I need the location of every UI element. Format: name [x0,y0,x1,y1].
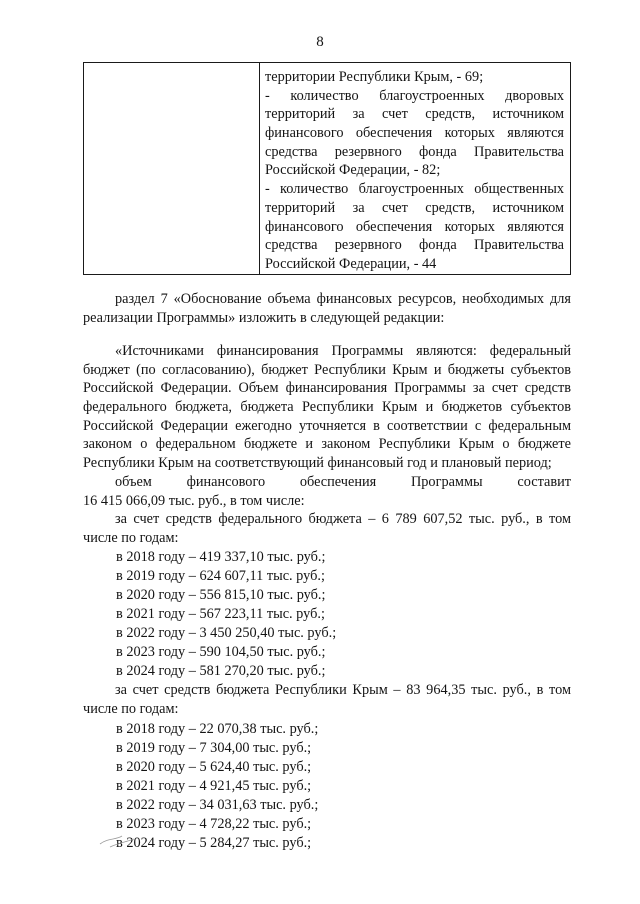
federal-year-2020: в 2020 году – 556 815,10 тыс. руб.; [116,587,326,603]
table-right-cell [260,63,571,275]
section-intro [83,290,571,327]
crimea-year-2020: в 2020 году – 5 624,40 тыс. руб.; [116,759,312,775]
federal-year-2018: в 2018 году – 419 337,10 тыс. руб.; [116,549,326,565]
federal-year-2023: в 2023 году – 590 104,50 тыс. руб.; [116,644,326,660]
text-line: Российской Федерации ежегодно уточняется в соответствии с федеральным [83,417,571,434]
table-line: территорий за счет средств, источником [265,199,564,216]
crimea-year-2023: в 2023 году – 4 728,22 тыс. руб.; [116,816,312,832]
table-line: Российской Федерации, - 82; [265,162,441,179]
text-line: числе по годам: [83,700,179,717]
table-line: финансового обеспечения которых являются [265,125,564,142]
table-left-cell [84,63,260,275]
crimea-budget-intro [83,681,571,718]
table-line: - количество благоустроенных общественных [265,181,564,198]
text-line: раздел 7 «Обоснование объема финансовых ресурсов, необходимых для [115,291,571,307]
table-line: территории Республики Крым, - 69; [265,69,484,85]
text-line: реализации Программы» изложить в следующей редакции: [83,309,445,326]
text-line: законом о федеральном бюджете и законом Республики Крым о бюджете [83,436,571,453]
text-line: бюджет (по согласованию), бюджет Республики Крым и бюджеты субъектов [83,361,571,378]
crimea-year-2022: в 2022 году – 34 031,63 тыс. руб.; [116,797,319,813]
continuation-table [83,62,571,275]
crimea-year-2024: в 2024 году – 5 284,27 тыс. руб.; [116,835,312,851]
table-line: Российской Федерации, - 44 [265,255,437,272]
total-amount-line: 16 415 066,09 тыс. руб., в том числе: [83,492,305,509]
federal-year-2019: в 2019 году – 624 607,11 тыс. руб.; [116,568,325,584]
table-line: финансового обеспечения которых являются [265,218,564,235]
federal-budget-intro [83,510,571,547]
crimea-year-2018: в 2018 году – 22 070,38 тыс. руб.; [116,721,319,737]
federal-year-2022: в 2022 году – 3 450 250,40 тыс. руб.; [116,625,337,641]
text-line: Республики Крым на соответствующий финансовый год и плановый период; [83,455,552,472]
text-line: «Источниками финансирования Программы являются: федеральный [115,343,571,359]
federal-year-2024: в 2024 году – 581 270,20 тыс. руб.; [116,663,326,679]
text-line: Российской Федерации. Объем финансирования Программы за счет средств [83,380,571,397]
page-number: 8 [316,34,324,50]
table-line: средства резервного фонда Правительства [265,143,564,160]
total-line: объем финансового обеспечения Программы составит [115,473,571,490]
text-line: за счет средств федерального бюджета – 6 789 607,52 тыс. руб., в том [115,511,571,527]
crimea-year-2021: в 2021 году – 4 921,45 тыс. руб.; [116,778,312,794]
crimea-year-2019: в 2019 году – 7 304,00 тыс. руб.; [116,740,312,756]
initials-mark [96,828,156,850]
text-line: федерального бюджета, бюджета Республики Крым и бюджетов субъектов [83,399,571,416]
table-line: территорий за счет средств, источником [265,106,564,123]
table-line: средства резервного фонда Правительства [265,237,564,254]
text-line: за счет средств бюджета Республики Крым – 83 964,35 тыс. руб., в том [115,682,571,698]
federal-year-2021: в 2021 году – 567 223,11 тыс. руб.; [116,606,325,622]
financing-paragraph [83,342,571,510]
table-line: - количество благоустроенных дворовых [265,87,564,104]
text-line: числе по годам: [83,529,179,546]
